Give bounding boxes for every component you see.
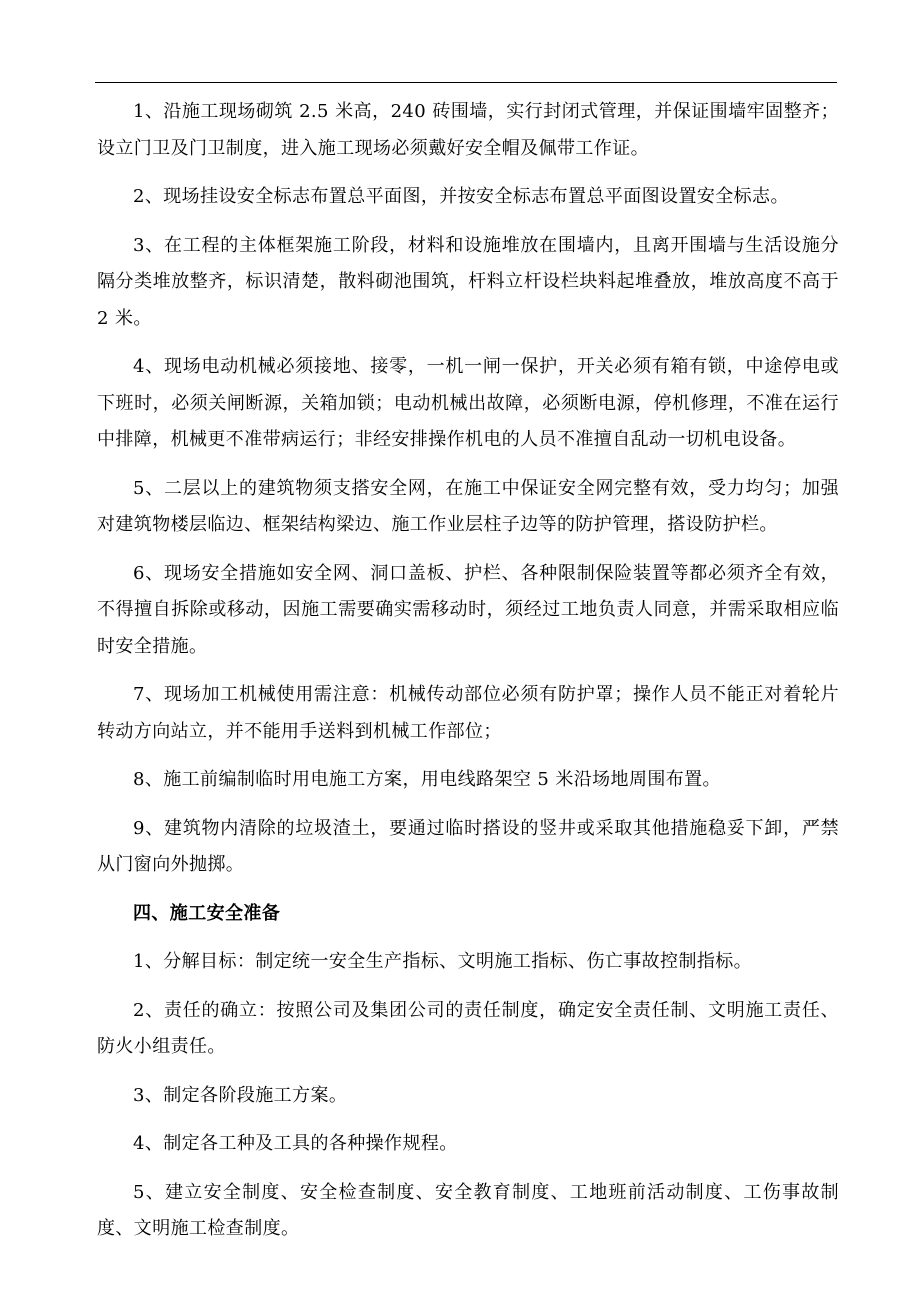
- paragraph-9: 9、建筑物内清除的垃圾渣土，要通过临时搭设的竖井或采取其他措施稳妥下卸，严禁从门窗向外抛掷。: [97, 817, 839, 875]
- prep-item-2: 2、责任的确立：按照公司及集团公司的责任制度，确定安全责任制、文明施工责任、防火小组责任。: [97, 999, 839, 1057]
- paragraph-4: 4、现场电动机械必须接地、接零，一机一闸一保护，开关必须有箱有锁，中途停电或下班时，必须关闸断源，关箱加锁；电动机械出故障，必须断电源，停机修理，不准在运行中排障，机械更不准带病运行；非经安排操作机电的人员不准擅自乱动一切机电设备。: [97, 356, 839, 450]
- prep-item-1: 1、分解目标：制定统一安全生产指标、文明施工指标、伤亡事故控制指标。: [133, 951, 753, 972]
- paragraph-7: 7、现场加工机械使用需注意：机械传动部位必须有防护罩；操作人员不能正对着轮片转动方向站立，并不能用手送料到机械工作部位；: [97, 684, 839, 742]
- document-body: [97, 94, 839, 1260]
- prep-item-3: 3、制定各阶段施工方案。: [133, 1084, 348, 1106]
- paragraph-6: 6、现场安全措施如安全网、洞口盖板、护栏、各种限制保险装置等都必须齐全有效，不得擅自拆除或移动，因施工需要确实需移动时，须经过工地负责人同意，并需采取相应临时安全措施。: [97, 562, 839, 657]
- paragraph-2: 2、现场挂设安全标志布置总平面图，并按安全标志布置总平面图设置安全标志。: [133, 186, 789, 207]
- paragraph-5: 5、二层以上的建筑物须支搭安全网，在施工中保证安全网完整有效，受力均匀；加强对建筑物楼层临边、框架结构梁边、施工作业层柱子边等的防护管理，搭设防护栏。: [97, 477, 839, 535]
- section-heading: 四、施工安全准备: [133, 902, 281, 924]
- paragraph-3: 3、在工程的主体框架施工阶段，材料和设施堆放在围墙内，且离开围墙与生活设施分隔分类堆放整齐，标识清楚，散料砌池围筑，杆料立杆设栏块料起堆叠放，堆放高度不高于 2 米。: [97, 234, 839, 329]
- header-rule: [95, 82, 837, 83]
- prep-item-5: 5、建立安全制度、安全检查制度、安全教育制度、工地班前活动制度、工伤事故制度、文明施工检查制度。: [97, 1181, 839, 1239]
- paragraph-1: 1、沿施工现场砌筑 2.5 米高，240 砖围墙，实行封闭式管理，并保证围墙牢固整齐；设立门卫及门卫制度，进入施工现场必须戴好安全帽及佩带工作证。: [97, 101, 839, 159]
- prep-item-4: 4、制定各工种及工具的各种操作规程。: [133, 1133, 458, 1154]
- paragraph-8: 8、施工前编制临时用电施工方案，用电线路架空 5 米沿场地周围布置。: [133, 769, 721, 790]
